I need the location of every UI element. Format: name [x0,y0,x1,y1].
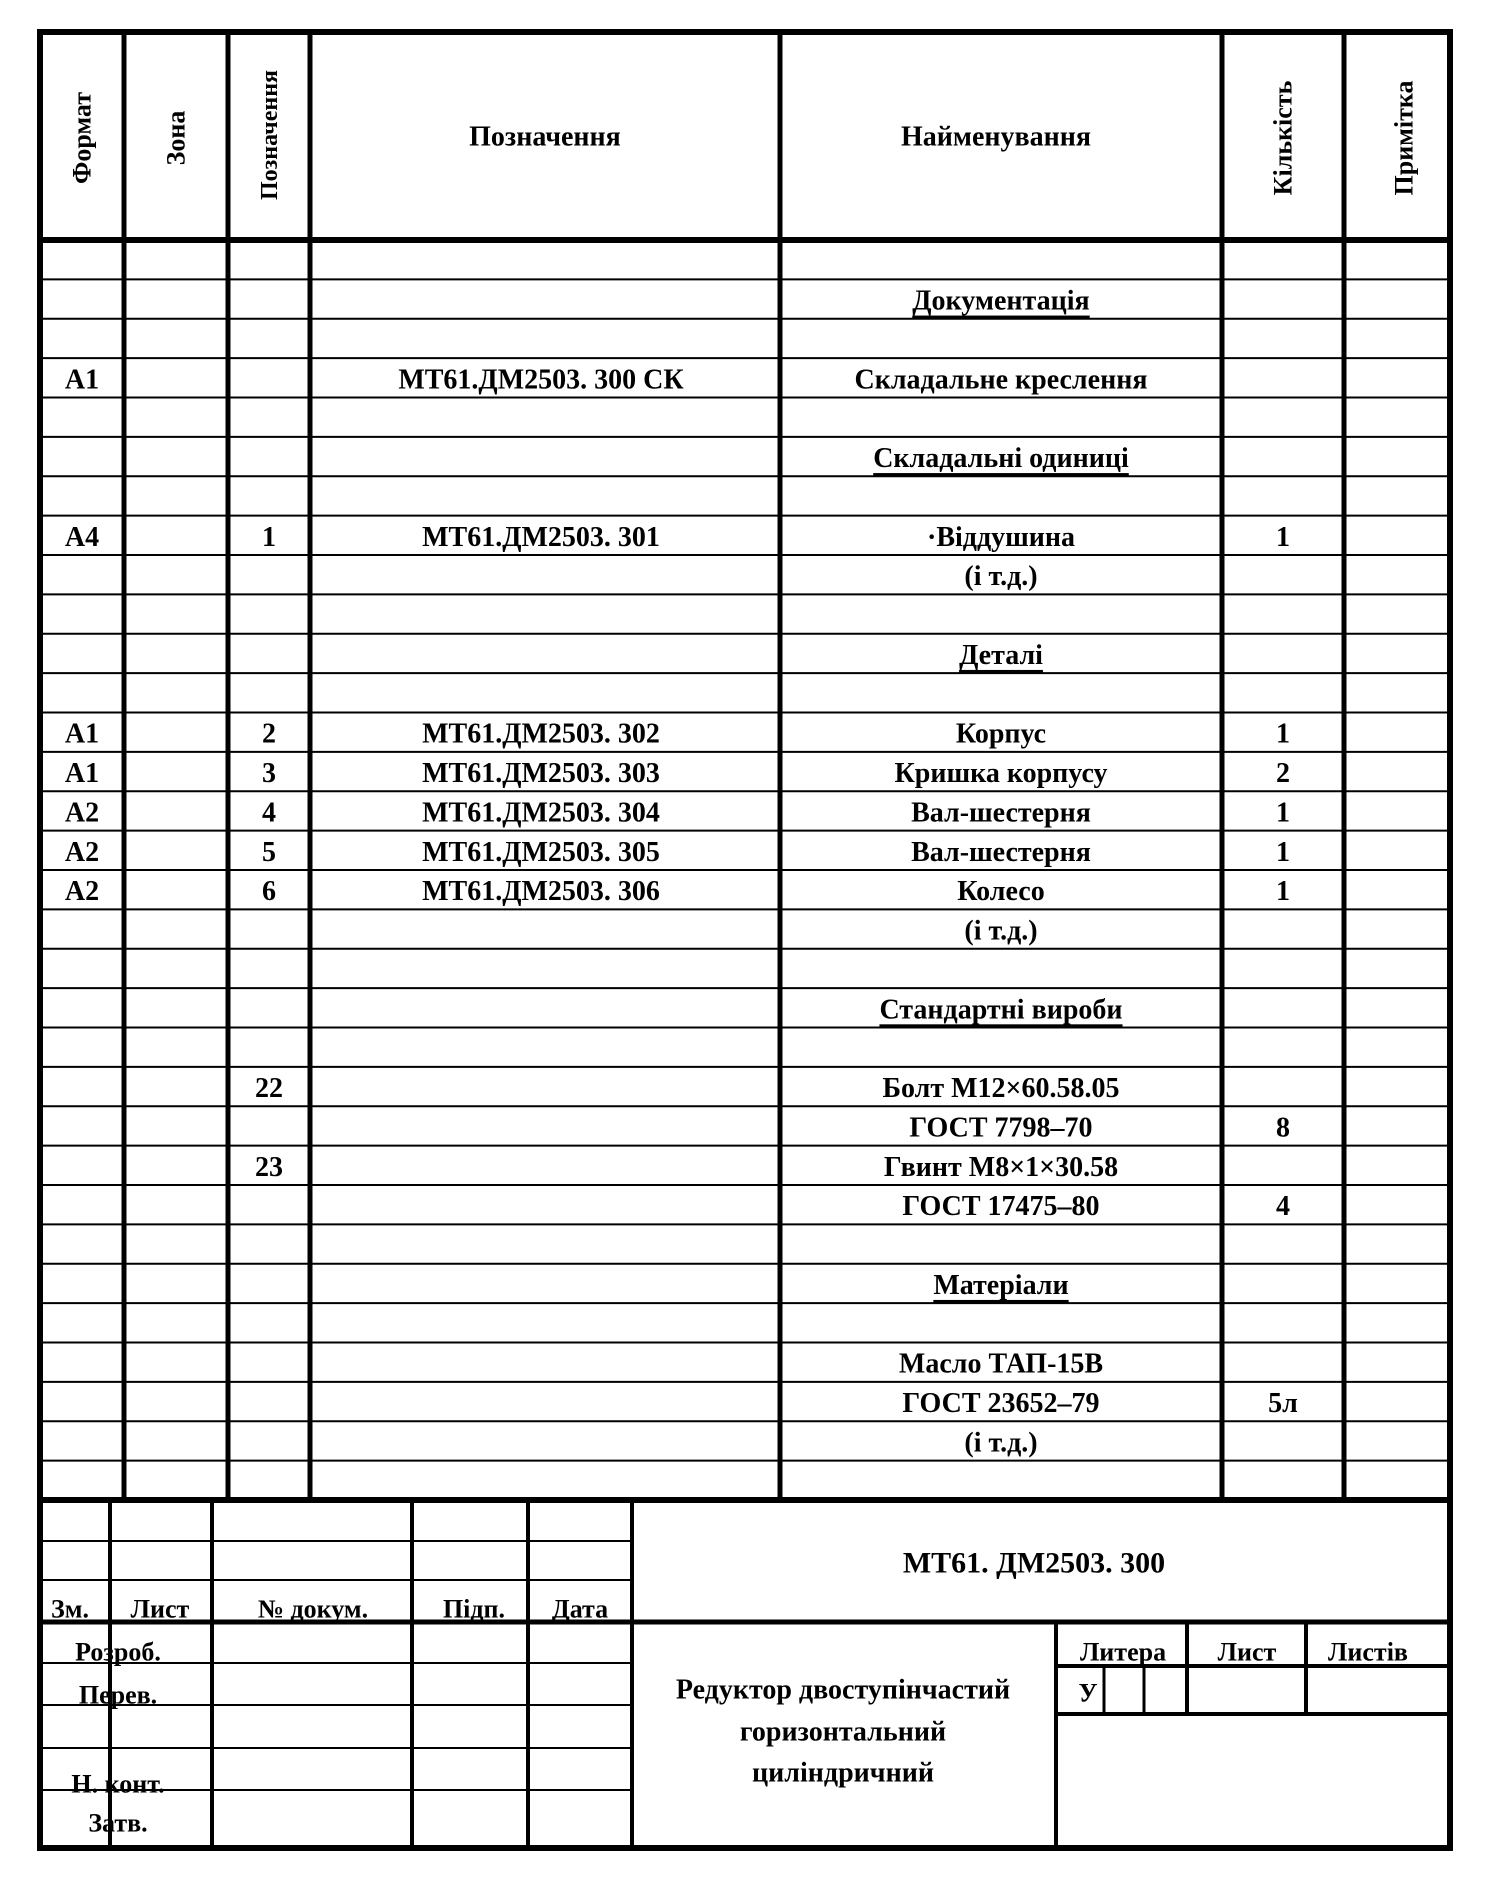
row-format: А4 [64,521,100,553]
stamp-header-doc-number: № докум. [257,1594,369,1624]
row-name: Колесо [957,876,1045,908]
row-designation: МТ61.ДМ2503. 304 [422,797,660,829]
product-title-line-2: горизонтальний [739,1716,947,1748]
sheet-label: Лист [1217,1637,1277,1667]
row-position: 4 [262,797,276,829]
row-quantity: 1 [1276,876,1290,908]
row-designation: МТ61.ДМ2503. 305 [422,836,660,868]
header-position: Позначення [257,69,283,201]
row-designation: МТ61.ДМ2503. 306 [422,876,660,908]
stamp-header-date: Дата [551,1594,609,1624]
row-name: Болт М12×60.58.05 [882,1073,1120,1105]
row-name: Документація [912,285,1090,317]
header-name: Найменування [900,121,1092,153]
row-name: (і т.д.) [964,1427,1038,1459]
row-format: А2 [64,797,100,829]
role-norm-control: Н. конт. [71,1769,165,1799]
row-name: ·Віддушина [926,521,1076,553]
header-quantity: Кількість [1268,80,1298,196]
row-name: ГОСТ 23652–79 [902,1388,1100,1420]
row-designation: МТ61.ДМ2503. 301 [422,521,660,553]
row-quantity: 2 [1276,758,1290,790]
stamp-header-zm: Зм. [51,1594,89,1624]
header-note: Примітка [1389,80,1419,196]
row-quantity: 1 [1276,797,1290,829]
row-format: А2 [64,836,100,868]
row-designation: МТ61.ДМ2503. 300 СК [398,364,684,396]
row-position: 1 [262,521,276,553]
row-format: А1 [64,758,100,790]
row-designation: МТ61.ДМ2503. 302 [422,718,660,750]
row-position: 3 [262,758,276,790]
row-name: Кришка корпусу [894,758,1108,790]
table-grid [40,32,1450,1848]
header-zone: Зона [161,110,191,166]
row-name: Корпус [955,718,1047,750]
role-checked: Перев. [78,1680,158,1710]
product-title-line-1: Редуктор двоступінчастий [675,1674,1011,1706]
specification-rows [65,286,1298,1459]
row-position: 2 [262,718,276,750]
header-format: Формат [67,91,97,185]
role-developed: Розроб. [75,1637,161,1667]
stamp-header-list: Лист [130,1594,190,1624]
row-quantity: 1 [1276,521,1290,553]
litera-value: У [1078,1678,1098,1708]
row-name: (і т.д.) [964,561,1038,593]
row-quantity: 4 [1276,1191,1290,1223]
row-format: А1 [64,364,100,396]
row-designation: МТ61.ДМ2503. 303 [422,758,660,790]
outer-frame [40,32,1450,1848]
row-name: Складальне креслення [854,364,1148,396]
row-quantity: 1 [1276,836,1290,868]
litera-label: Литера [1079,1637,1167,1667]
row-name: ГОСТ 7798–70 [909,1112,1093,1144]
row-name: Вал-шестерня [911,836,1091,868]
row-position: 5 [262,836,276,868]
row-name: Матеріали [933,1269,1069,1301]
row-name: Стандартні вироби [879,994,1123,1026]
row-name: Деталі [959,639,1043,671]
sheets-label: Листів [1328,1637,1408,1667]
row-name: (і т.д.) [964,915,1038,947]
row-position: 6 [262,876,276,908]
row-name: ГОСТ 17475–80 [902,1191,1100,1223]
row-format: А2 [64,876,100,908]
row-format: А1 [64,718,100,750]
role-approved: Затв. [88,1808,148,1838]
title-block [51,1547,1408,1838]
row-quantity: 8 [1276,1112,1290,1144]
row-quantity: 5л [1268,1388,1298,1420]
row-quantity: 1 [1276,718,1290,750]
product-title-line-3: циліндричний [752,1757,934,1789]
row-name: Масло ТАП-15В [898,1348,1104,1380]
row-name: Гвинт М8×1×30.58 [883,1151,1119,1183]
document-code: МТ61. ДМ2503. 300 [902,1546,1166,1580]
row-position: 23 [255,1151,283,1183]
row-position: 22 [255,1073,283,1105]
table-header [68,70,1419,200]
row-name: Вал-шестерня [911,797,1091,829]
row-name: Складальні одиниці [873,443,1129,475]
header-designation: Позначення [469,121,621,153]
stamp-header-signature: Підп. [442,1594,506,1624]
